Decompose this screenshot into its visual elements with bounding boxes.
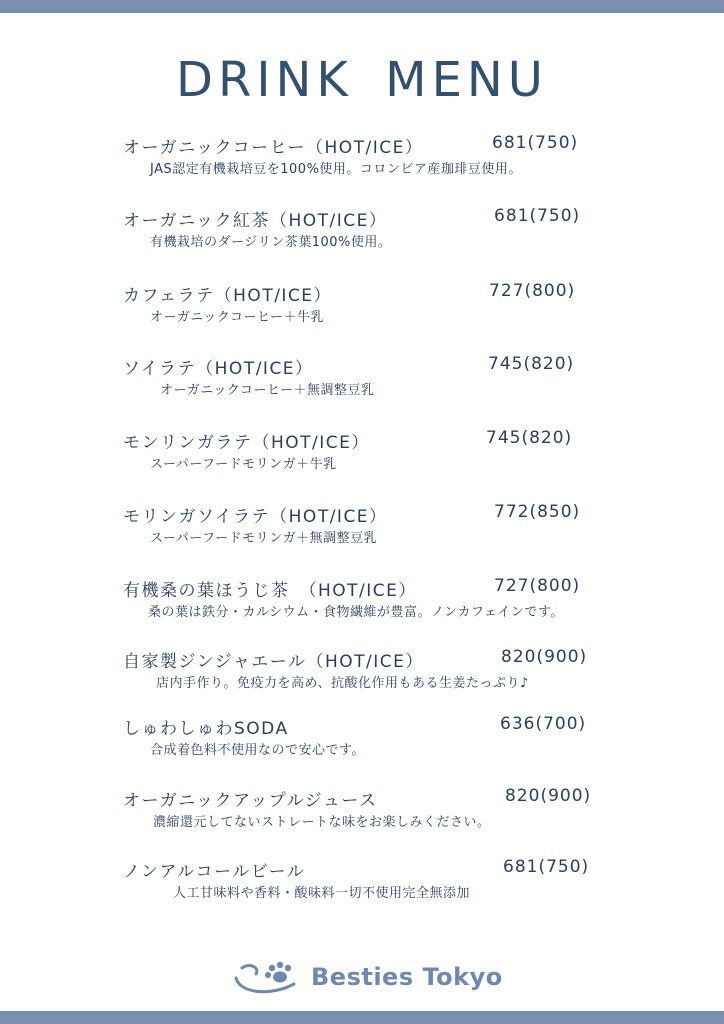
menu-item-description: 人工甘味料や香料・酸味料一切不使用完全無添加 xyxy=(173,886,471,901)
menu-item xyxy=(0,576,724,636)
menu-item-price: 745(820) xyxy=(488,354,575,374)
menu-item-description: 有機栽培のダージリン茶葉100%使用。 xyxy=(150,235,392,250)
menu-item-description: 合成着色料不使用なので安心です。 xyxy=(150,743,365,758)
menu-item-price: 681(750) xyxy=(492,133,579,153)
menu-item-description: オーガニックコーヒー＋無調整豆乳 xyxy=(160,383,375,398)
paw-icon xyxy=(232,960,302,1002)
menu-item xyxy=(0,786,724,846)
menu-item-price: 772(850) xyxy=(494,502,581,522)
menu-item-name: しゅわしゅわSODA xyxy=(123,719,289,739)
menu-item-name: 自家製ジンジャエール（HOT/ICE） xyxy=(123,652,424,672)
menu-item-name: オーガニックアップルジュース xyxy=(123,791,378,811)
menu-item xyxy=(0,647,724,707)
menu-item-price: 745(820) xyxy=(486,428,573,448)
menu-item xyxy=(0,857,724,917)
menu-item-name: オーガニック紅茶（HOT/ICE） xyxy=(123,211,388,231)
menu-item-price: 820(900) xyxy=(505,786,592,806)
menu-item xyxy=(0,206,724,266)
top-border-bar xyxy=(0,0,724,13)
menu-item-price: 681(750) xyxy=(494,206,581,226)
bottom-border-bar xyxy=(0,1011,724,1024)
menu-item-description: 濃縮還元してないストレートな味をお楽しみください。 xyxy=(153,815,491,830)
menu-item-price: 820(900) xyxy=(501,647,588,667)
menu-item-price: 681(750) xyxy=(503,857,590,877)
menu-item-description: 桑の葉は鉄分・カルシウム・食物繊維が豊富。ノンカフェインです。 xyxy=(148,605,564,620)
menu-item-name: モリンガソイラテ（HOT/ICE） xyxy=(123,507,388,527)
brand-name: Besties Tokyo xyxy=(311,963,503,991)
menu-item-description: スーパーフードモリンガ＋無調整豆乳 xyxy=(150,531,378,546)
menu-item-name: オーガニックコーヒー（HOT/ICE） xyxy=(123,138,424,158)
menu-item-name: 有機桑の葉ほうじ茶 （HOT/ICE） xyxy=(123,581,417,601)
menu-item xyxy=(0,502,724,562)
menu-item xyxy=(0,354,724,414)
menu-item-name: モンリンガラテ（HOT/ICE） xyxy=(123,433,370,453)
menu-item-price: 727(800) xyxy=(494,576,581,596)
menu-title: DRINK MENU xyxy=(176,52,548,108)
menu-item-price: 727(800) xyxy=(489,281,576,301)
menu-item-description: JAS認定有機栽培豆を100%使用。コロンビア産珈琲豆使用。 xyxy=(150,162,522,177)
menu-item-description: スーパーフードモリンガ＋牛乳 xyxy=(150,457,337,472)
menu-item xyxy=(0,281,724,341)
footer xyxy=(0,958,724,998)
menu-item xyxy=(0,714,724,774)
menu-item-name: ノンアルコールビール xyxy=(123,862,306,882)
menu-item-name: カフェラテ（HOT/ICE） xyxy=(123,286,333,306)
menu-item-description: 店内手作り。免疫力を高め、抗酸化作用もある生姜たっぷり♪ xyxy=(156,676,529,691)
menu-item xyxy=(0,428,724,488)
menu-item-price: 636(700) xyxy=(500,714,587,734)
menu-item-name: ソイラテ（HOT/ICE） xyxy=(123,359,314,379)
menu-item-description: オーガニックコーヒー＋牛乳 xyxy=(150,310,324,325)
menu-item xyxy=(0,133,724,193)
